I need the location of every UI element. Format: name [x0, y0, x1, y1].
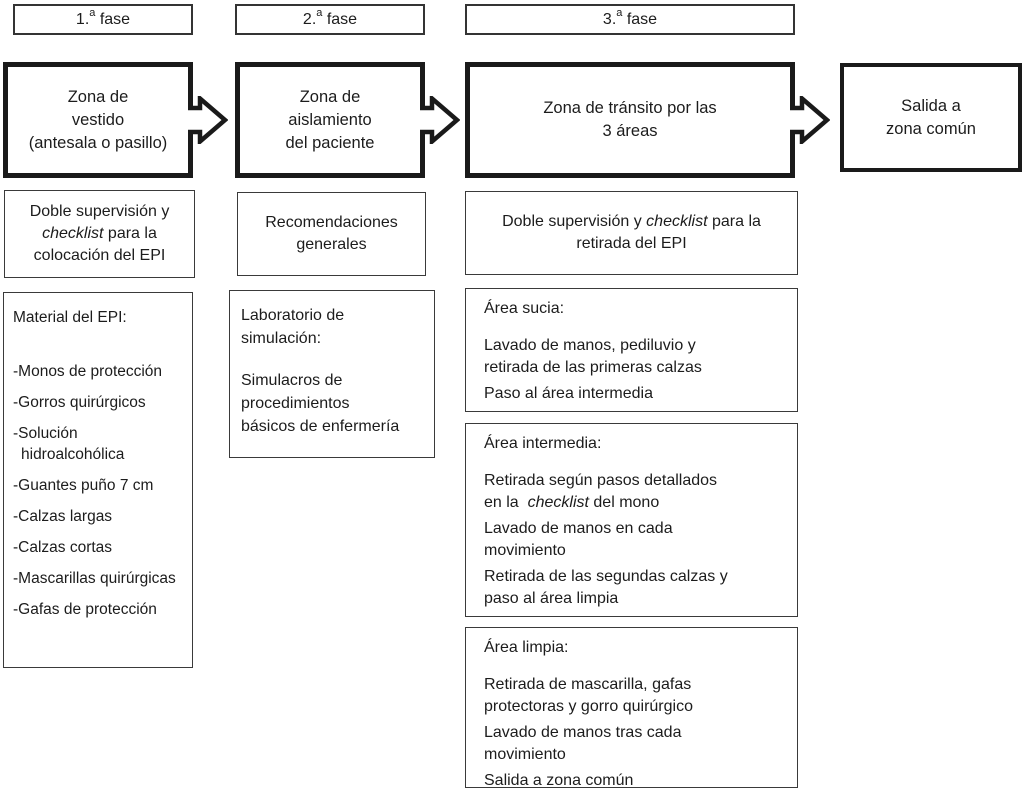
- phase-label-3: [465, 4, 795, 35]
- area-sucia-title: Área sucia:: [484, 300, 565, 317]
- phase-3-text: 3.$^a$ fase: [602, 7, 658, 28]
- area-limpia-title: Área limpia:: [484, 639, 569, 656]
- flow-arrow-3-icon: [790, 96, 830, 144]
- area-text-line: movimiento: [484, 542, 566, 559]
- simulation-lab-panel: [229, 290, 435, 458]
- caption-line: checklist para la: [42, 225, 157, 242]
- zone-vestido-line: (antesala o pasillo): [28, 133, 168, 152]
- zone-aislamiento-line: Zona de: [299, 87, 361, 106]
- zone-salida-line: Salida a: [901, 96, 961, 115]
- zone-vestido-line: vestido: [71, 110, 125, 129]
- area-text-line: paso al área limpia: [484, 590, 619, 607]
- caption-colocacion-epi: [4, 190, 195, 278]
- flow-arrow-1-icon: [188, 96, 228, 144]
- caption-line: Doble supervisión y: [29, 203, 170, 220]
- area-sucia-paragraph: [484, 383, 783, 405]
- area-text-line: retirada de las primeras calzas: [484, 359, 702, 376]
- caption-retirada-epi: [465, 191, 798, 275]
- phase-1-text: 1.$^a$ fase: [75, 7, 131, 28]
- area-limpia-panel: [465, 627, 798, 788]
- zone-transito-line: 3 áreas: [602, 122, 658, 140]
- epi-material-title: Material del EPI:: [13, 309, 127, 326]
- caption-line: Doble supervisión y checklist para la: [502, 213, 761, 230]
- lab-body-line: Simulacros de: [241, 372, 343, 389]
- epi-material-item: -Mascarillas quirúrgicas: [13, 570, 176, 587]
- area-limpia-paragraph: [484, 722, 783, 766]
- epi-material-item: -Calzas cortas: [13, 539, 113, 556]
- phase-label-2: [235, 4, 425, 35]
- phase-label-1: [13, 4, 193, 35]
- area-sucia-panel: [465, 288, 798, 412]
- caption-recomendaciones: [237, 192, 426, 276]
- zone-aislamiento-line: del paciente: [285, 133, 375, 152]
- area-intermedia-paragraph: [484, 470, 783, 514]
- zone-box-salida: [840, 63, 1022, 172]
- epi-material-item: -Gorros quirúrgicos: [13, 394, 146, 411]
- area-text-line: en la checklist del mono: [484, 494, 660, 511]
- caption-line: Recomendaciones: [265, 214, 398, 231]
- zone-box-aislamiento: [235, 62, 425, 178]
- lab-title-line: simulación:: [241, 330, 322, 347]
- epi-material-item: -Solución hidroalcohólica: [13, 425, 125, 463]
- caption-line: retirada del EPI: [576, 235, 687, 252]
- area-text-line: Retirada de las segundas calzas y: [484, 568, 728, 585]
- lab-title-line: Laboratorio de: [241, 307, 345, 324]
- epi-material-item: -Gafas de protección: [13, 601, 157, 618]
- area-text-line: Lavado de manos en cada: [484, 520, 673, 537]
- zone-box-transito: [465, 62, 795, 178]
- area-text-line: Lavado de manos, pediluvio y: [484, 337, 696, 354]
- lab-body-line: procedimientos: [241, 395, 350, 412]
- epi-material-panel: [3, 292, 193, 668]
- zone-salida-line: zona común: [886, 119, 976, 138]
- area-intermedia-paragraph: [484, 566, 783, 610]
- area-text-line: Retirada según pasos detallados: [484, 472, 718, 489]
- caption-line: generales: [296, 236, 367, 253]
- simulation-lab-title: [241, 304, 422, 350]
- epi-material-item: -Monos de protección: [13, 363, 163, 380]
- area-intermedia-paragraph: [484, 518, 783, 562]
- area-text-line: Lavado de manos tras cada: [484, 724, 682, 741]
- zone-vestido-line: Zona de: [67, 87, 129, 106]
- area-text-line: protectoras y gorro quirúrgico: [484, 698, 693, 715]
- area-text-line: Retirada de mascarilla, gafas: [484, 676, 692, 693]
- area-limpia-paragraph: [484, 674, 783, 718]
- area-text-line: Paso al área intermedia: [484, 385, 653, 402]
- epi-material-item: -Guantes puño 7 cm: [13, 477, 154, 494]
- area-intermedia-panel: [465, 423, 798, 617]
- simulation-lab-body: [241, 369, 422, 438]
- area-limpia-paragraph: [484, 770, 783, 790]
- area-intermedia-title: Área intermedia:: [484, 435, 602, 452]
- zone-transito-line: Zona de tránsito por las: [543, 99, 717, 117]
- epi-material-item: -Calzas largas: [13, 508, 113, 525]
- area-sucia-paragraph: [484, 335, 783, 379]
- area-text-line: movimiento: [484, 746, 566, 763]
- zone-aislamiento-line: aislamiento: [288, 110, 372, 129]
- phase-2-text: 2.$^a$ fase: [302, 7, 358, 28]
- lab-body-line: básicos de enfermería: [241, 418, 400, 435]
- flow-arrow-2-icon: [420, 96, 460, 144]
- caption-line: colocación del EPI: [33, 247, 166, 264]
- zone-box-vestido: [3, 62, 193, 178]
- area-text-line: Salida a zona común: [484, 772, 634, 789]
